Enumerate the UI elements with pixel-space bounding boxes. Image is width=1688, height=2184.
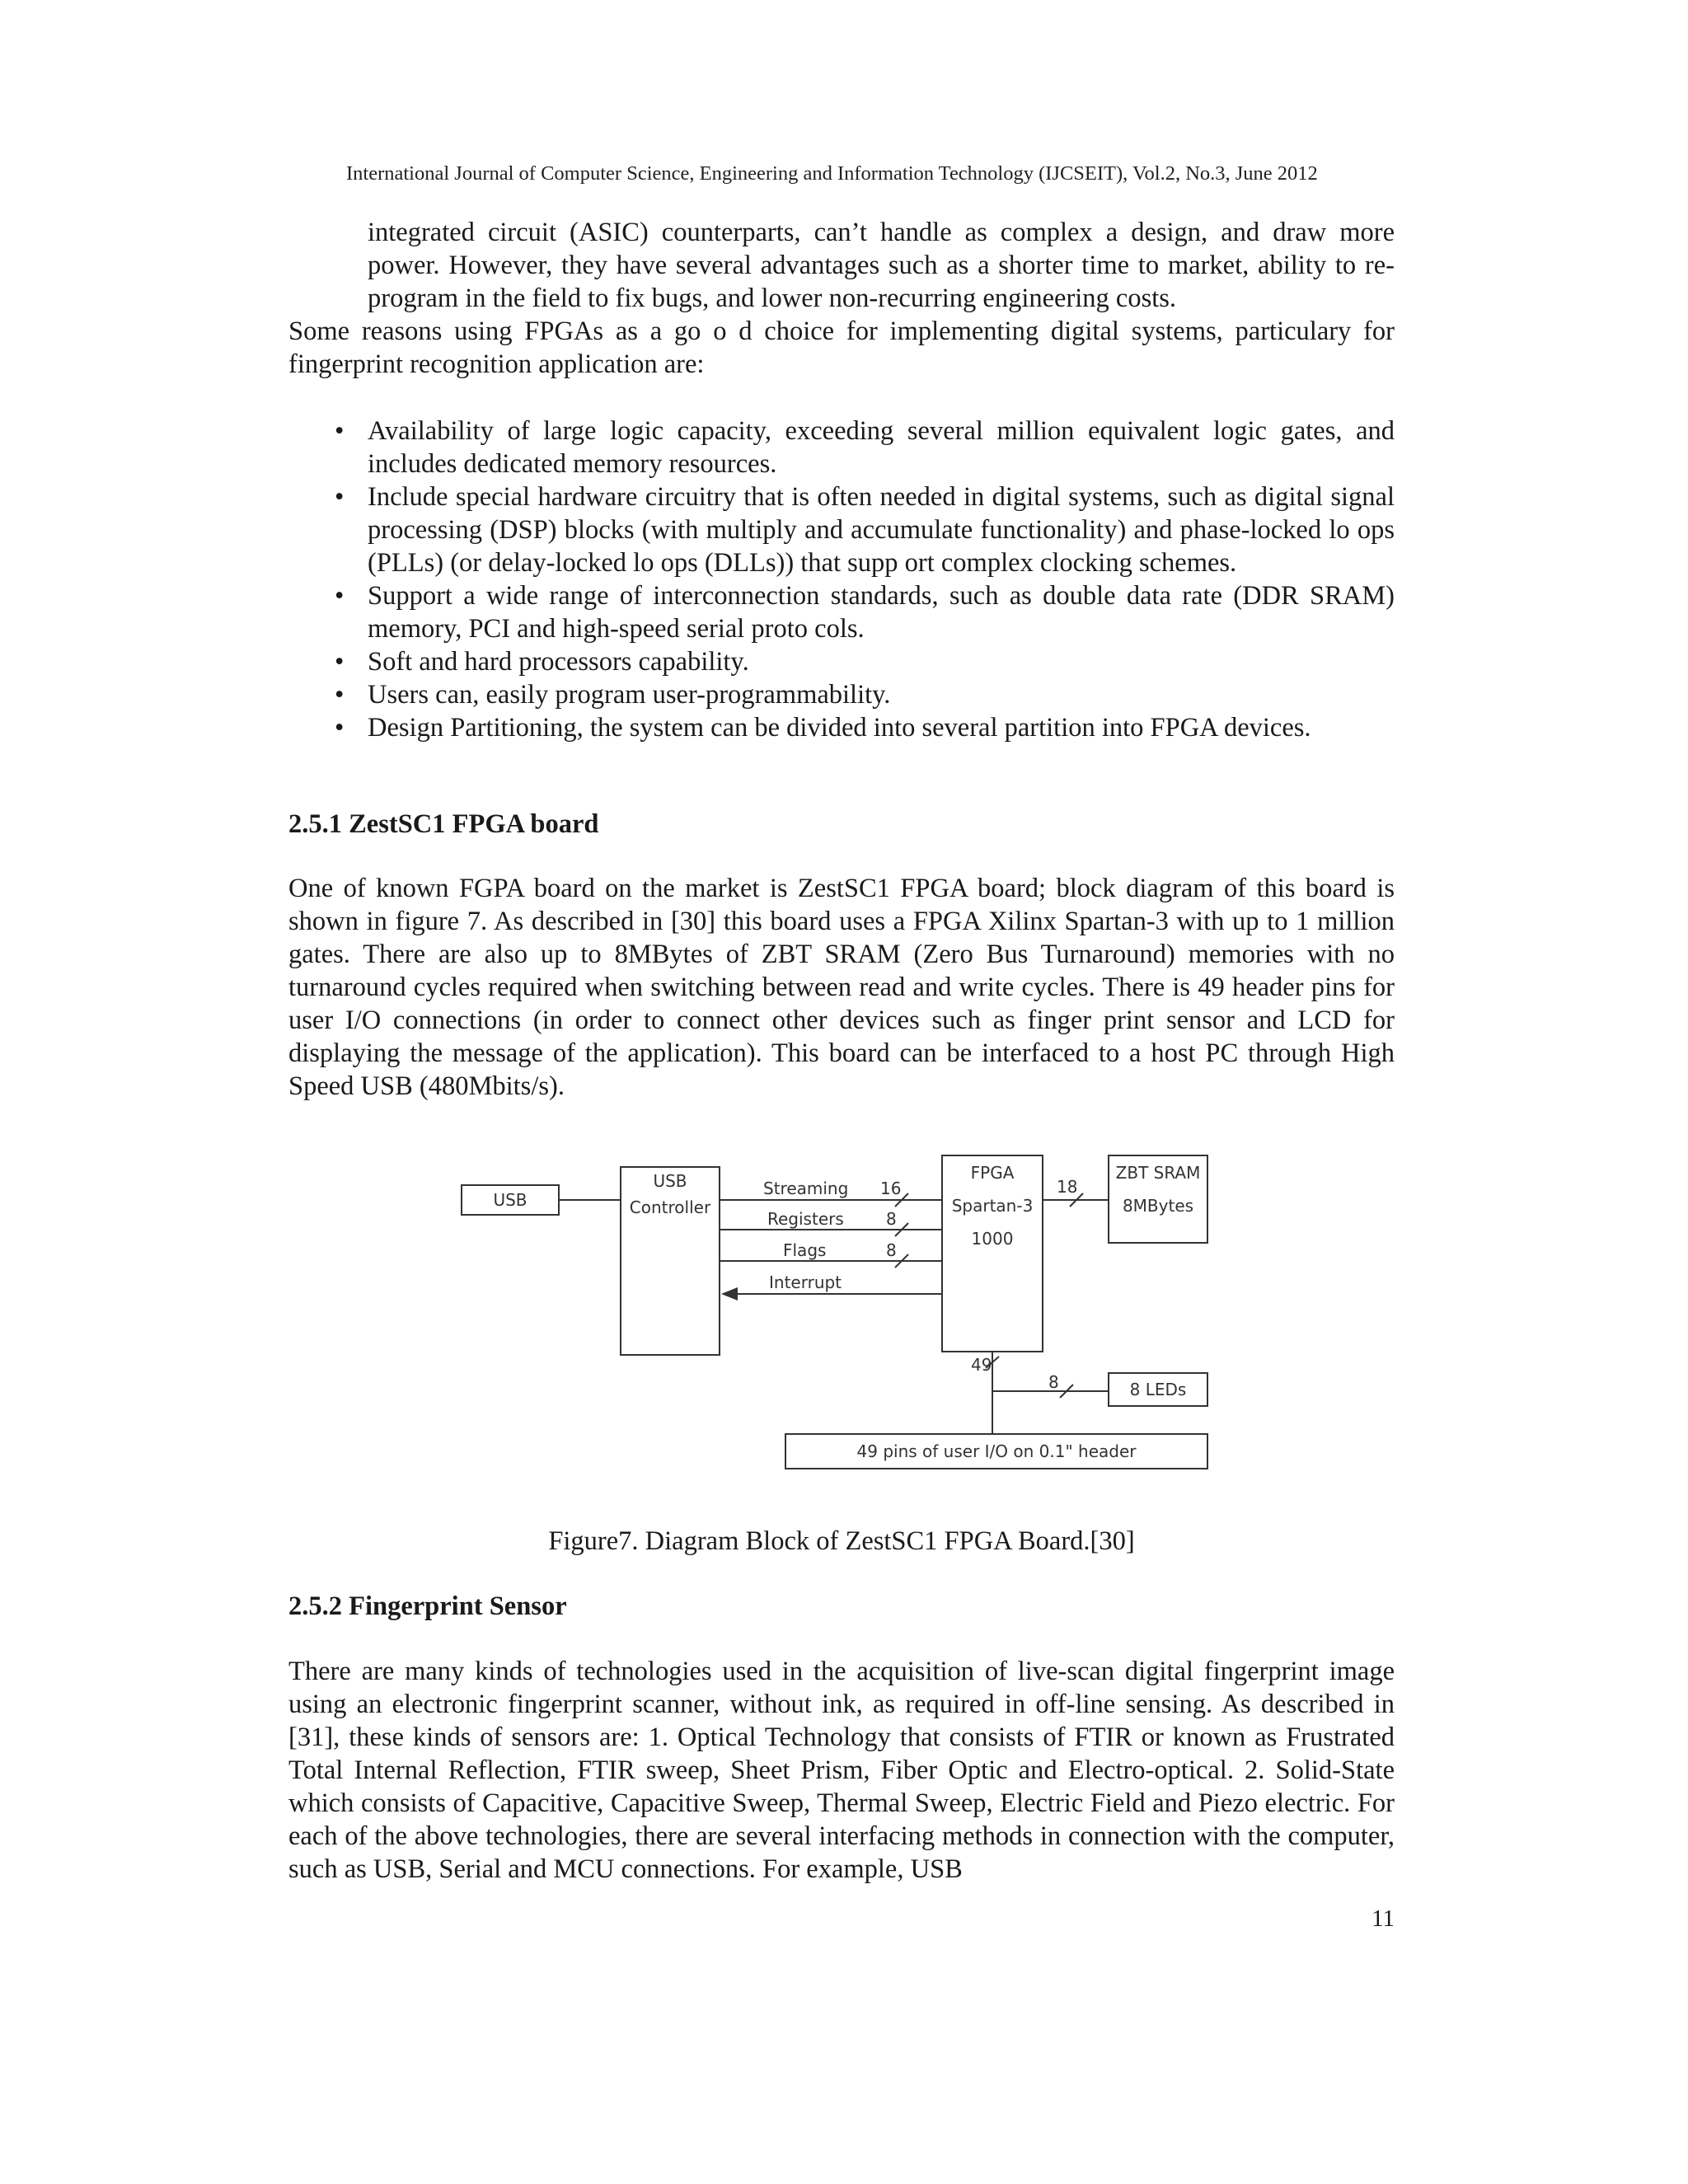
- bullet-item: [288, 645, 1395, 678]
- bullet-marker: •: [335, 680, 345, 710]
- fpga-label-line1: FPGA: [970, 1163, 1015, 1183]
- section-heading-zestsc1: 2.5.1 ZestSC1 FPGA board: [288, 809, 599, 839]
- signal-label-registers: Registers: [767, 1209, 844, 1229]
- bullet-text: Support a wide range of interconnection standards, such as double data rate (DDR SRAM) memory, PCI and high-speed serial proto cols.: [368, 581, 1395, 644]
- bullet-item: [288, 415, 1395, 480]
- bus-width-streaming: 16: [880, 1179, 902, 1198]
- page-number: 11: [1372, 1905, 1395, 1932]
- zestsc1-paragraph: One of known FGPA board on the market is ZestSC1 FPGA board; block diagram of this board is shown in figure 7. As described in [30] this board uses a FPGA Xilinx Spartan-3 with up to 1 million gates. There are also up to 8MBytes of ZBT SRAM (Zero Bus Turnaround) memories with no turnaround cycles required when switching between read and write cycles. There is 49 header pins for user I/O connections (in order to connect other devices such as finger print sensor and LCD for displaying the message of the application). This board can be interfaced to a host PC through High Speed USB (480Mbits/s).: [288, 874, 1395, 1101]
- fingerprint-sensor-paragraph: There are many kinds of technologies used in the acquisition of live-scan digital fingerprint image using an electronic fingerprint scanner, without ink, as required in off-line sensing. As described in [31], these kinds of sensors are: 1. Optical Technology that consists of FTIR or known as Frustrated Total Internal Reflection, FTIR sweep, Sheet Prism, Fiber Optic and Electro-optical. 2. Solid-State which consists of Capacitive, Capacitive Sweep, Thermal Sweep, Electric Field and Piezo electric. For each of the above technologies, there are several interfacing methods in connection with the computer, such as USB, Serial and MCU connections. For example, USB: [288, 1657, 1395, 1884]
- bullet-marker: •: [335, 713, 345, 743]
- controller-label-line2: Controller: [629, 1197, 711, 1217]
- bullet-item: [288, 678, 1395, 711]
- bullet-text: Include special hardware circuitry that is often needed in digital systems, such as digital signal processing (DSP) blocks (with multiply and accumulate functionality) and phase-locked lo ops (PLLs) (or delay-locked lo ops (DLLs)) that supp ort complex clocking schemes.: [368, 482, 1395, 578]
- bus-width-registers: 8: [886, 1209, 897, 1229]
- continued-paragraph: integrated circuit (ASIC) counterparts, can’t handle as complex a design, and draw more power. However, they have several advantages such as a shorter time to market, ability to re-program in the field to fix bugs, and lower non-recurring engineering costs.: [368, 218, 1395, 313]
- bullet-item: [288, 480, 1395, 579]
- io-header-label: 49 pins of user I/O on 0.1" header: [856, 1441, 1137, 1461]
- sram-label-line1: ZBT SRAM: [1115, 1163, 1201, 1183]
- bus-width-flags: 8: [886, 1240, 897, 1260]
- running-header: International Journal of Computer Science, Engineering and Information Technology (IJCSEIT), Vol.2, No.3, June 2012: [346, 162, 1318, 185]
- bus-width-leds: 8: [1048, 1372, 1059, 1392]
- fpga-box: [942, 1155, 1043, 1352]
- bullet-text: Availability of large logic capacity, exceeding several million equivalent logic gates, and includes dedicated memory resources.: [368, 416, 1395, 479]
- bullet-text: Soft and hard processors capability.: [368, 647, 749, 677]
- controller-label-line1: USB: [653, 1171, 687, 1191]
- figure-caption: Figure7. Diagram Block of ZestSC1 FPGA Board.[30]: [548, 1526, 1135, 1556]
- fpga-label-line2: Spartan-3: [951, 1196, 1034, 1216]
- section-heading-fingerprint-sensor: 2.5.2 Fingerprint Sensor: [288, 1591, 567, 1621]
- bullet-marker: •: [335, 482, 345, 512]
- bullet-item: [288, 711, 1395, 744]
- leds-label: 8 LEDs: [1129, 1380, 1187, 1399]
- sram-label-line2: 8MBytes: [1122, 1196, 1194, 1216]
- feature-bullet-list: [288, 415, 1395, 744]
- block-diagram-figure: [452, 1146, 1226, 1492]
- bus-width-sram: 18: [1057, 1177, 1078, 1197]
- usb-controller-box: [621, 1167, 720, 1355]
- signal-label-flags: Flags: [783, 1240, 827, 1260]
- reasons-paragraph: Some reasons using FPGAs as a go o d choice for implementing digital systems, particulary for fingerprint recognition application are:: [288, 316, 1395, 379]
- bus-width-io: 49: [971, 1355, 992, 1375]
- bullet-text: Design Partitioning, the system can be divided into several partition into FPGA devices.: [368, 713, 1311, 743]
- block-diagram: [452, 1146, 1226, 1492]
- signal-label-streaming: Streaming: [763, 1179, 849, 1198]
- bullet-marker: •: [335, 647, 345, 677]
- bullet-item: [288, 579, 1395, 645]
- bullet-marker: •: [335, 416, 345, 446]
- fpga-label-line3: 1000: [971, 1229, 1014, 1249]
- usb-label: USB: [493, 1190, 528, 1210]
- bullet-text: Users can, easily program user-programmability.: [368, 680, 891, 710]
- bullet-marker: •: [335, 581, 345, 611]
- signal-label-interrupt: Interrupt: [769, 1272, 842, 1292]
